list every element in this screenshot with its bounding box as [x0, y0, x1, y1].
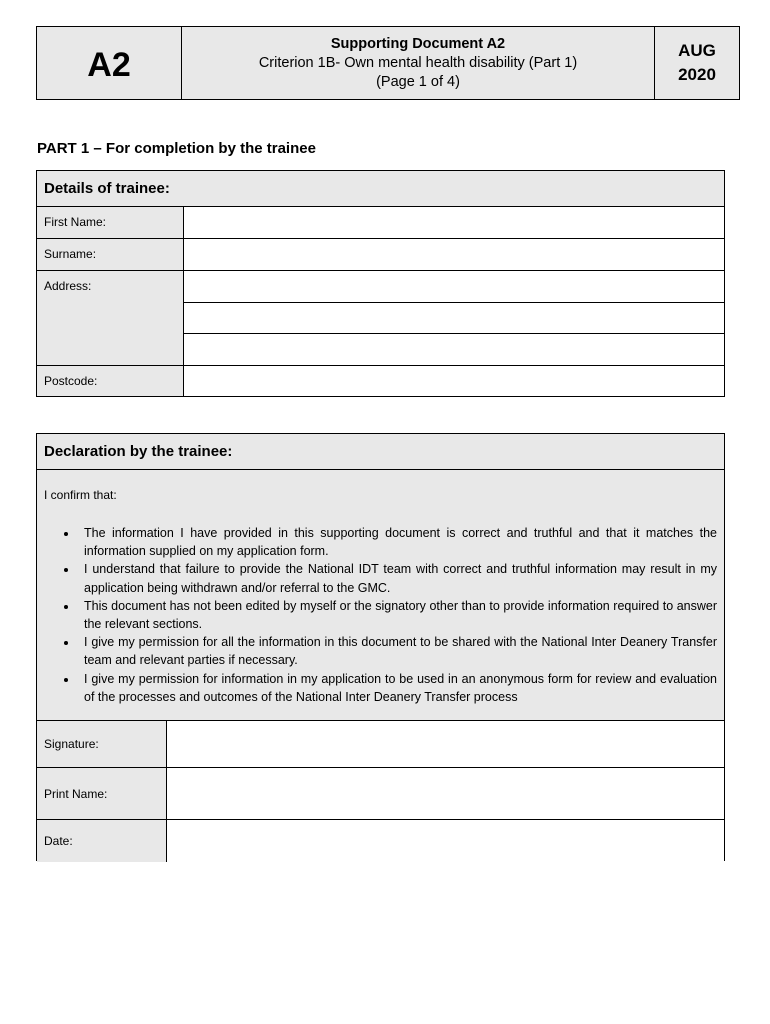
address-line-2-field[interactable]	[184, 303, 724, 335]
trainee-details-heading: Details of trainee:	[37, 171, 724, 207]
declaration-item: • I give my permission for information in my application to be used in an anonymous form for review and evaluation of the processes and outcomes of the National Inter Deanery Transfer process	[78, 670, 717, 706]
part-title: PART 1 – For completion by the trainee	[37, 140, 316, 157]
address-label: Address:	[37, 271, 184, 365]
print-name-field[interactable]	[167, 768, 724, 819]
declaration-table	[36, 433, 725, 861]
date-field[interactable]	[167, 820, 724, 862]
postcode-label: Postcode:	[37, 366, 184, 396]
document-year: 2020	[678, 65, 716, 84]
signature-label: Signature:	[37, 721, 167, 767]
print-name-label: Print Name:	[37, 768, 167, 819]
document-subtitle: Criterion 1B- Own mental health disability (Part 1)	[258, 54, 578, 71]
address-line-3-field[interactable]	[184, 334, 724, 365]
declaration-item: • I give my permission for all the information in this document to be shared with the National Inter Deanery Transfer team and relevant parties if necessary.	[78, 633, 717, 669]
date-row	[37, 820, 724, 862]
address-row	[37, 271, 724, 366]
signature-field[interactable]	[167, 721, 724, 767]
date-label: Date:	[37, 820, 167, 862]
surname-row	[37, 239, 724, 271]
trainee-details-table	[36, 170, 725, 397]
surname-field[interactable]	[184, 239, 724, 270]
declaration-item: • This document has not been edited by myself or the signatory other than to provide information required to answer the relevant sections.	[78, 597, 717, 633]
postcode-row	[37, 366, 724, 396]
declaration-item: • The information I have provided in this supporting document is correct and truthful and that it matches the information supplied on my application form.	[78, 524, 717, 560]
first-name-row	[37, 207, 724, 239]
surname-label: Surname:	[37, 239, 184, 270]
first-name-label: First Name:	[37, 207, 184, 238]
document-date	[655, 27, 739, 99]
document-header	[36, 26, 740, 100]
signature-row	[37, 721, 724, 768]
first-name-field[interactable]	[184, 207, 724, 238]
address-line-1-field[interactable]	[184, 271, 724, 303]
document-code: A2	[37, 27, 182, 99]
document-month: AUG	[678, 41, 716, 60]
postcode-field[interactable]	[184, 366, 724, 396]
document-title-block	[182, 27, 655, 99]
declaration-item: • I understand that failure to provide the National IDT team with correct and truthful information may result in my application being withdrawn and/or referral to the GMC.	[78, 560, 717, 596]
address-fields	[184, 271, 724, 365]
declaration-intro: I confirm that:	[44, 488, 117, 502]
print-name-row	[37, 768, 724, 820]
page-indicator: (Page 1 of 4)	[376, 73, 460, 90]
declaration-heading: Declaration by the trainee:	[37, 434, 724, 470]
declaration-body	[37, 470, 724, 721]
document-title: Supporting Document A2	[330, 35, 506, 52]
declaration-list	[44, 524, 717, 706]
